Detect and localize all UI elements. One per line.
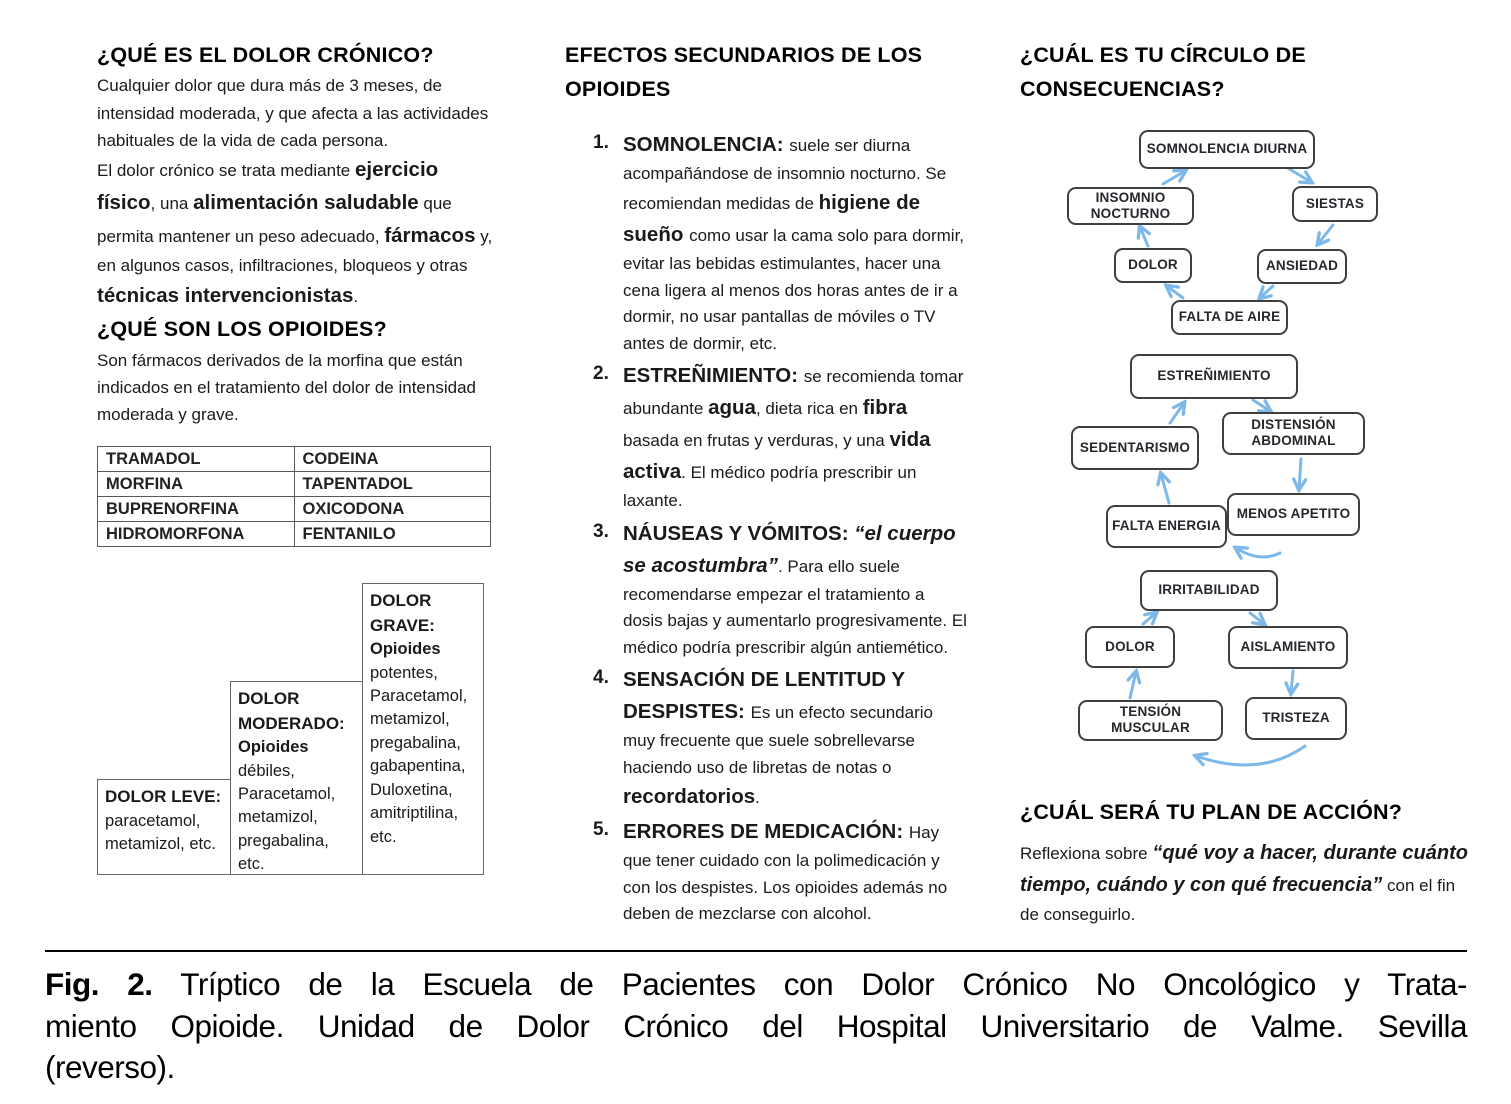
list-item-lentitud — [593, 664, 967, 813]
section-title-plan-de-accion: ¿CUÁL SERÁ TU PLAN DE ACCIÓN? — [1020, 799, 1403, 824]
drug-cell: TRAMADOL — [98, 447, 295, 472]
item-text: SOMNOLENCIA: suele ser diurna acompañándose de insomnio nocturno. Se recomiendan medidas de higiene de sueño como usar la cama solo para dormir, evitar las bebidas estimulantes, hacer una cena ligera al menos dos horas antes de ir a dormir, no usar pantallas de móviles o TV antes de dormir, etc. — [623, 132, 965, 353]
flow-node-falta-energia: FALTA ENERGIA — [1106, 505, 1227, 548]
item-number: 1. — [593, 131, 609, 153]
flow-node-dolor-1: DOLOR — [1114, 248, 1192, 283]
ladder-step-dolor-grave — [362, 583, 484, 875]
paragraph-treatment: El dolor crónico se trata mediante ejercicio físico, una alimentación saludable que permita mantener un peso adecuado, fármacos y, en algunos casos, infiltraciones, bloqueos y otras técnicas intervencionistas. — [97, 157, 493, 307]
caption-text: Tríptico de la Escuela de Pacientes con Dolor Crónico No Oncológico y Trata- — [180, 966, 1467, 1002]
table-row — [98, 447, 491, 472]
drug-cell: HIDROMORFONA — [98, 522, 295, 547]
list-item-nauseas — [593, 518, 967, 661]
side-effects-list — [593, 129, 967, 928]
drug-cell: CODEINA — [294, 447, 491, 472]
drug-cell: BUPRENORFINA — [98, 497, 295, 522]
flow-node-estrenimiento: ESTREÑIMIENTO — [1130, 354, 1298, 399]
item-text: NÁUSEAS Y VÓMITOS: “el cuerpo se acostumbra”. Para ello suele recomendarse empezar el tratamiento a dosis bajas y aumentarlo progresivamente. El médico podría prescribir algún antiemético. — [623, 521, 967, 657]
flow-node-tension-muscular: TENSIÓN MUSCULAR — [1078, 700, 1223, 741]
ladder-step-body: Opioides potentes, Paracetamol, metamizol, pregabalina, gabapentina, Duloxetina, amitriptilina, etc. — [370, 640, 468, 846]
table-row — [98, 497, 491, 522]
item-number: 5. — [593, 819, 609, 841]
analgesic-ladder — [97, 583, 497, 875]
figure-caption — [45, 950, 1467, 1089]
flow-node-siestas: SIESTAS — [1292, 186, 1378, 222]
flow-node-ansiedad: ANSIEDAD — [1257, 249, 1347, 284]
drug-cell: OXICODONA — [294, 497, 491, 522]
flow-node-menos-apetito: MENOS APETITO — [1227, 493, 1360, 536]
drug-cell: TAPENTADOL — [294, 472, 491, 497]
flow-node-dolor-2: DOLOR — [1085, 626, 1175, 668]
item-text: SENSACIÓN DE LENTITUD Y DESPISTES: Es un efecto secundario muy frecuente que suele sobrellevarse haciendo uso de libretas de notas o recordatorios. — [623, 668, 933, 809]
ladder-step-body: Opioides débiles, Paracetamol, metamizol, pregabalina, etc. — [238, 738, 336, 874]
paragraph-definition: Cualquier dolor que dura más de 3 meses, de intensidad moderada, y que afecta a las actividades habituales de la vida de cada persona. — [97, 76, 489, 150]
section-title-que-es-dolor-cronico: ¿QUÉ ES EL DOLOR CRÓNICO? — [97, 43, 434, 67]
opioid-drugs-table — [97, 446, 491, 547]
panel-middle — [565, 38, 967, 931]
ladder-step-title: DOLOR MODERADO: — [238, 689, 345, 733]
caption-line: miento Opioide. Unidad de Dolor Crónico del Hospital Universitario de Valme. Sevilla — [45, 1007, 1467, 1044]
ladder-step-title: DOLOR LEVE: — [105, 787, 222, 807]
flow-node-falta-de-aire: FALTA DE AIRE — [1171, 300, 1288, 335]
consequence-cycles-flowchart — [1020, 123, 1492, 795]
flow-node-somnolencia-diurna: SOMNOLENCIA DIURNA — [1139, 130, 1315, 169]
flow-node-irritabilidad: IRRITABILIDAD — [1140, 570, 1278, 611]
drug-cell: FENTANILO — [294, 522, 491, 547]
ladder-step-title: DOLOR GRAVE: — [370, 591, 435, 635]
panel-right — [1020, 38, 1492, 928]
flow-node-insomnio-nocturno: INSOMNIO NOCTURNO — [1067, 187, 1194, 225]
list-item-estrenimiento — [593, 360, 967, 514]
paragraph-opioides: Son fármacos derivados de la morfina que están indicados en el tratamiento del dolor de intensidad moderada y grave. — [97, 350, 476, 425]
drug-cell: MORFINA — [98, 472, 295, 497]
section-title-circulo-consecuencias: ¿CUÁL ES TU CÍRCULO DE CONSECUENCIAS? — [1020, 43, 1306, 102]
figure-label: Fig. 2. — [45, 966, 153, 1002]
caption-divider — [45, 950, 1467, 952]
item-number: 3. — [593, 520, 609, 542]
flow-node-distension-abdominal: DISTENSIÓN ABDOMINAL — [1222, 412, 1365, 455]
paragraph-plan: Reflexiona sobre “qué voy a hacer, durante cuánto tiempo, cuándo y con qué frecuencia” con el fin de conseguirlo. — [1020, 842, 1468, 925]
flow-node-tristeza: TRISTEZA — [1245, 697, 1347, 740]
flow-node-aislamiento: AISLAMIENTO — [1228, 626, 1348, 669]
section-title-efectos-secundarios: EFECTOS SECUNDARIOS DE LOS OPIOIDES — [565, 43, 923, 102]
list-item-errores — [593, 816, 967, 928]
item-text: ESTREÑIMIENTO: se recomienda tomar abundante agua, dieta rica en fibra basada en frutas y verduras, y una vida activa. El médico podría prescribir un laxante. — [623, 364, 964, 511]
panel-left — [97, 38, 499, 875]
list-item-somnolencia — [593, 129, 967, 357]
ladder-step-dolor-moderado — [230, 681, 364, 875]
caption-line — [45, 964, 1467, 1006]
ladder-step-dolor-leve — [97, 779, 232, 875]
table-row — [98, 522, 491, 547]
section-title-que-son-opioides: ¿QUÉ SON LOS OPIOIDES? — [97, 317, 387, 342]
flow-node-sedentarismo: SEDENTARISMO — [1071, 426, 1199, 470]
item-number: 4. — [593, 667, 609, 689]
ladder-step-body: paracetamol, metamizol, etc. — [105, 811, 216, 854]
item-number: 2. — [593, 363, 609, 385]
item-text: ERRORES DE MEDICACIÓN: Hay que tener cuidado con la polimedicación y con los despistes. Los opioides además no deben de mezclarse con alcohol. — [623, 820, 948, 924]
caption-line: (reverso). — [45, 1049, 175, 1086]
table-row — [98, 472, 491, 497]
